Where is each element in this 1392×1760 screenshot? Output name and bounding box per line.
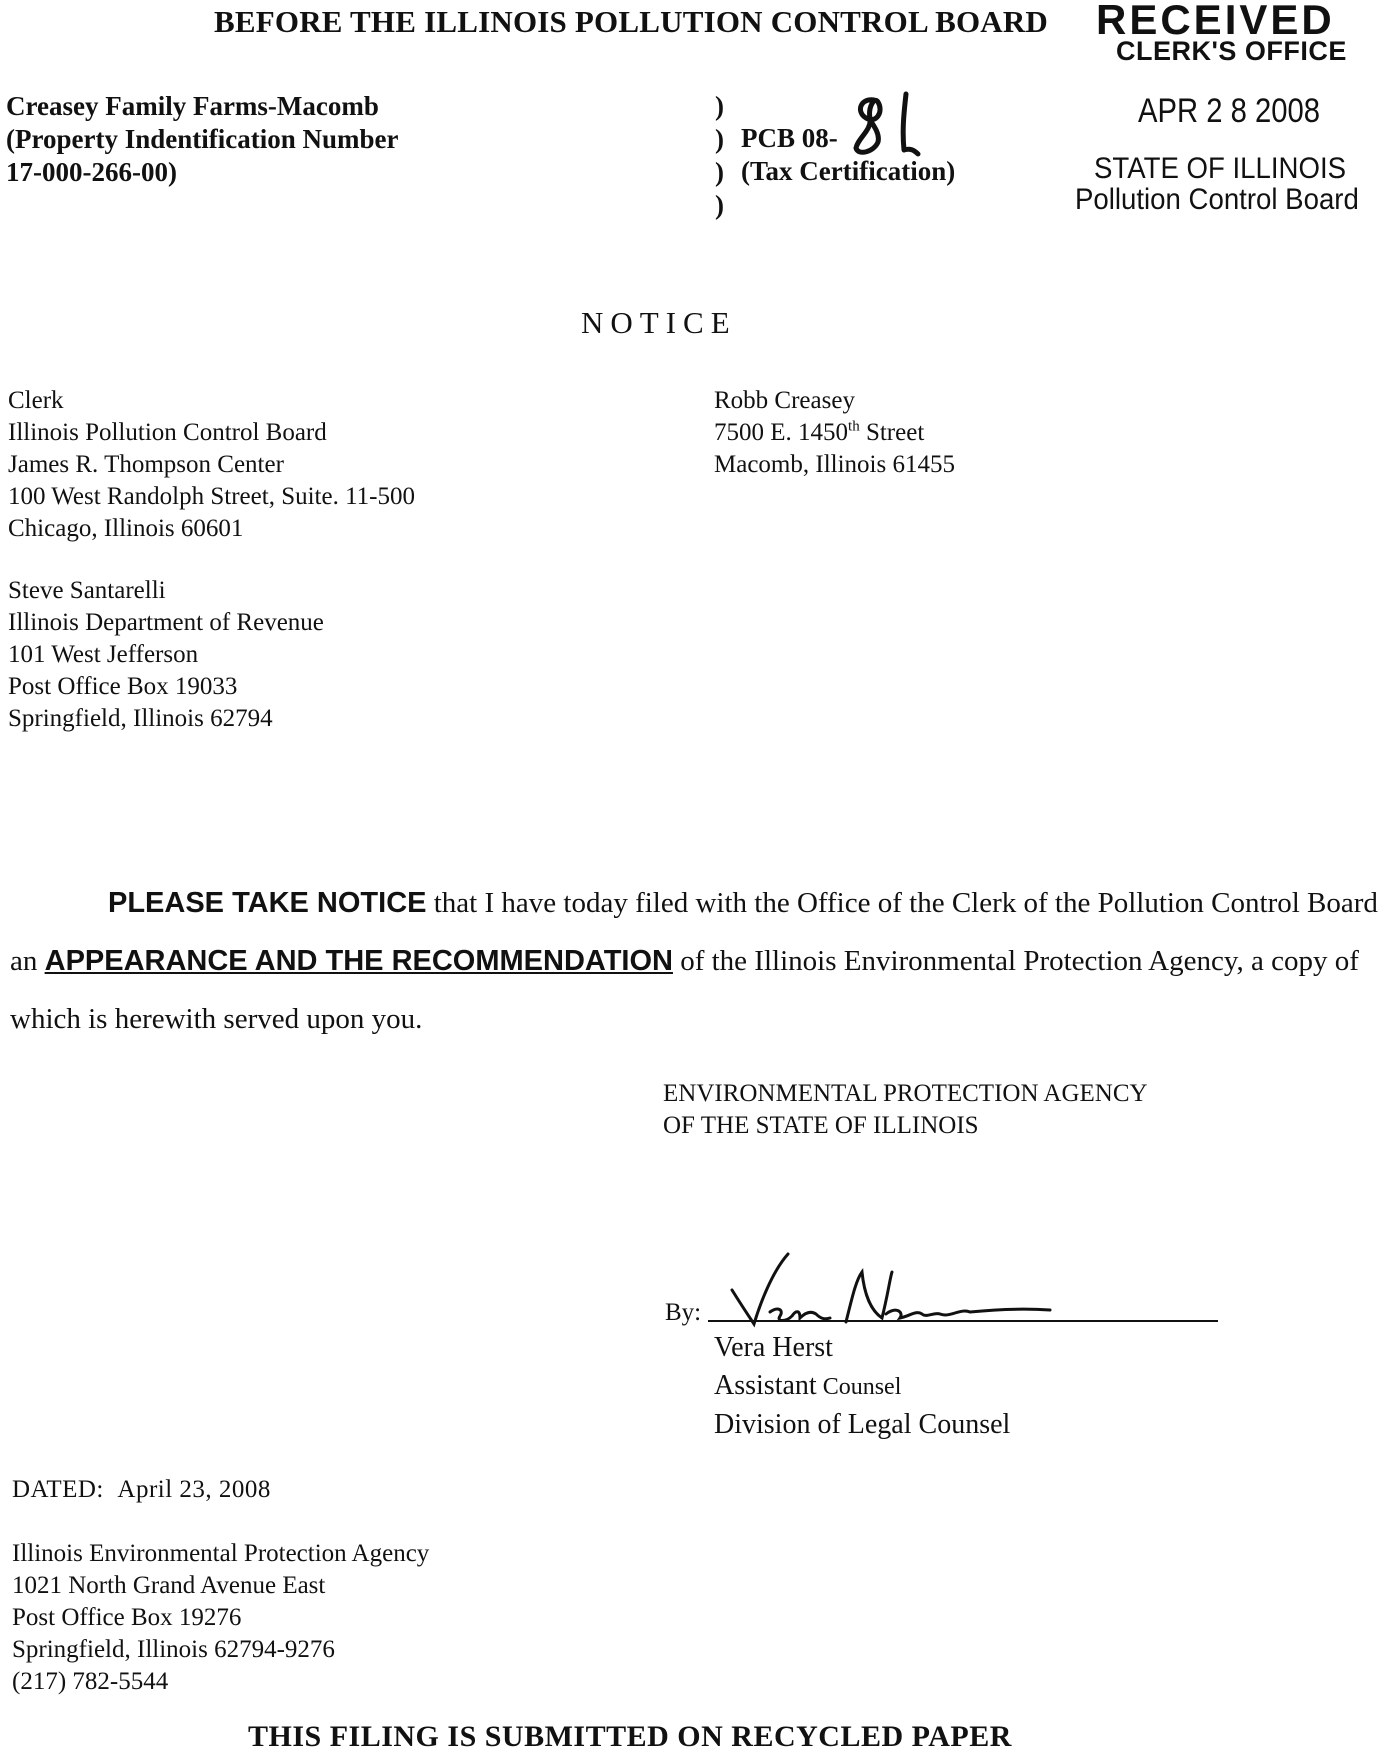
signer-title-small: Counsel [816, 1374, 902, 1400]
filing-title: APPEARANCE AND THE RECOMMENDATION [44, 945, 673, 977]
stamp-state: STATE OF ILLINOIS [1094, 152, 1347, 185]
case-type: (Tax Certification) [741, 156, 956, 186]
body-text-2: of the Illinois Environmental Protection Agency, a copy of which is herewith served upon you. [10, 945, 1359, 1035]
agency-name [663, 1078, 1148, 1142]
address-line: Post Office Box 19276 [12, 1604, 242, 1631]
paren: ) [715, 190, 724, 220]
body-text-1: that I have today filed with the Office of the Clerk of the Pollution Control Board an [10, 887, 1378, 977]
stamp-received-text: RECEIVED [1096, 0, 1335, 43]
address-line [714, 417, 955, 449]
case-prefix: PCB 08- [741, 123, 838, 153]
case-caption-party [6, 90, 398, 189]
address-line: Chicago, Illinois 60601 [8, 515, 244, 542]
address-line: Robb Creasey [714, 387, 855, 414]
paren: ) [715, 124, 724, 154]
handwritten-case-number [844, 90, 930, 158]
handwritten-signature [720, 1248, 1100, 1328]
address-line: 1021 North Grand Avenue East [12, 1572, 326, 1599]
address-line: 100 West Randolph Street, Suite. 11-500 [8, 483, 415, 510]
iepa-address [12, 1538, 429, 1698]
paren: ) [715, 91, 724, 121]
recycled-paper-footer: THIS FILING IS SUBMITTED ON RECYCLED PAPER [248, 1720, 1012, 1753]
address-line: Springfield, Illinois 62794-9276 [12, 1636, 335, 1663]
signer-block [714, 1329, 1010, 1444]
by-label: By: [665, 1299, 702, 1326]
notice-title: NOTICE [581, 305, 737, 340]
dated-date: April 23, 2008 [117, 1476, 271, 1503]
street-suffix: Street [859, 419, 925, 446]
street-number: 7500 E. 1450 [714, 419, 849, 446]
address-line: Illinois Department of Revenue [8, 609, 324, 636]
recipient-robb [714, 385, 955, 481]
agency-line: ENVIRONMENTAL PROTECTION AGENCY [663, 1080, 1148, 1107]
recipient-clerk [8, 385, 415, 545]
address-line: Illinois Environmental Protection Agency [12, 1540, 430, 1567]
recipient-steve [8, 575, 324, 735]
paren: ) [715, 157, 724, 187]
stamp-date: APR 2 8 2008 [1138, 92, 1321, 130]
notice-body [10, 874, 1380, 1048]
address-line: Clerk [8, 387, 64, 414]
caption-line: 17-000-266-00) [6, 157, 177, 187]
caption-line: Creasey Family Farms-Macomb [6, 91, 379, 121]
address-line: Springfield, Illinois 62794 [8, 705, 273, 732]
dated-label: DATED: [12, 1476, 104, 1503]
stamp-board: Pollution Control Board [1075, 183, 1359, 216]
address-line: James R. Thompson Center [8, 451, 284, 478]
stamp-clerk-office: CLERK'S OFFICE [1116, 36, 1347, 66]
board-heading: BEFORE THE ILLINOIS POLLUTION CONTROL BOARD [214, 4, 1049, 39]
caption-line: (Property Indentification Number [6, 124, 399, 154]
address-line: (217) 782-5544 [12, 1668, 169, 1695]
address-line: Steve Santarelli [8, 577, 166, 604]
agency-line: OF THE STATE OF ILLINOIS [663, 1112, 979, 1139]
address-line: Post Office Box 19033 [8, 673, 238, 700]
caption-parens [715, 90, 724, 222]
signer-division: Division of Legal Counsel [714, 1409, 1011, 1440]
signer-title [714, 1367, 1010, 1406]
address-line: 101 West Jefferson [8, 641, 199, 668]
notice-lead: PLEASE TAKE NOTICE [108, 887, 427, 919]
case-number [741, 123, 838, 154]
signer-title-main: Assistant [714, 1370, 817, 1401]
address-line: Illinois Pollution Control Board [8, 419, 327, 446]
address-line: Macomb, Illinois 61455 [714, 451, 955, 478]
dated-line [12, 1476, 271, 1504]
signer-name: Vera Herst [714, 1332, 833, 1363]
street-ordinal: th [848, 418, 860, 435]
